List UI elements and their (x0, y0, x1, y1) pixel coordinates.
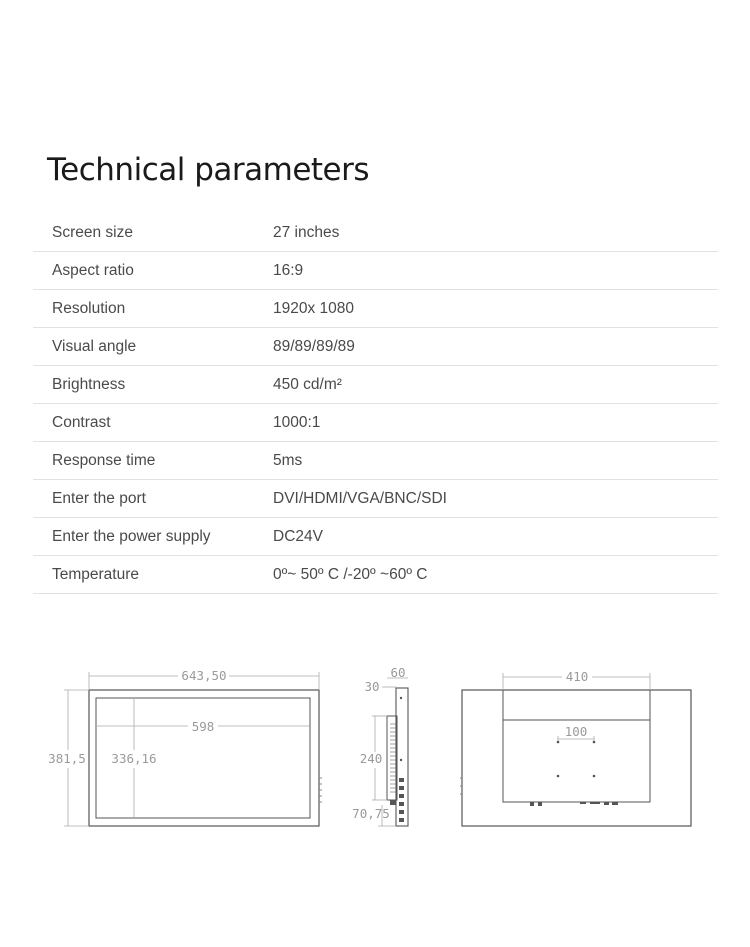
front-height-label: 381,5 (48, 751, 86, 766)
back-vesa-label: 100 (564, 724, 588, 739)
spec-label: Screen size (52, 223, 133, 241)
spec-table (33, 214, 718, 594)
spec-value: 0º~ 50º C /-20º ~60º C (273, 565, 428, 583)
spec-row-visual-angle (33, 328, 718, 366)
spec-value: DC24V (273, 527, 323, 545)
spec-row-response-time (33, 442, 718, 480)
side-depth-label: 60 (390, 665, 406, 680)
spec-row-power-supply (33, 518, 718, 556)
spec-value: 1920x 1080 (273, 299, 355, 317)
side-thickness-label: 30 (364, 679, 380, 694)
spec-label: Resolution (52, 299, 126, 317)
dimension-drawings (0, 660, 750, 840)
front-width-label: 643,50 (181, 668, 227, 683)
page-title: Technical parameters (47, 152, 370, 188)
spec-label: Enter the port (52, 489, 146, 507)
back-width-label: 410 (565, 669, 589, 684)
spec-value: 450 cd/m² (273, 375, 342, 393)
front-view-drawing (64, 672, 322, 826)
spec-value: 1000:1 (273, 413, 321, 431)
spec-label: Temperature (52, 565, 140, 583)
back-view-drawing (460, 673, 691, 826)
side-vesa-height-label: 240 (359, 751, 383, 766)
spec-value: 5ms (273, 451, 303, 469)
spec-row-screen-size (33, 214, 718, 252)
spec-value: 89/89/89/89 (273, 337, 355, 355)
spec-row-aspect-ratio (33, 252, 718, 290)
spec-label: Visual angle (52, 337, 137, 355)
spec-label: Enter the power supply (52, 527, 211, 545)
spec-value: 16:9 (273, 261, 304, 279)
side-bottom-label: 70,75 (352, 806, 390, 821)
spec-label: Contrast (52, 413, 111, 431)
spec-label: Aspect ratio (52, 261, 134, 279)
front-inner-width-label: 598 (191, 719, 215, 734)
spec-row-contrast (33, 404, 718, 442)
spec-row-input-port (33, 480, 718, 518)
spec-value: 27 inches (273, 223, 340, 241)
spec-label: Response time (52, 451, 156, 469)
spec-row-brightness (33, 366, 718, 404)
spec-row-temperature (33, 556, 718, 594)
front-inner-height-label: 336,16 (111, 751, 157, 766)
spec-row-resolution (33, 290, 718, 328)
spec-value: DVI/HDMI/VGA/BNC/SDI (273, 489, 447, 507)
spec-label: Brightness (52, 375, 126, 393)
